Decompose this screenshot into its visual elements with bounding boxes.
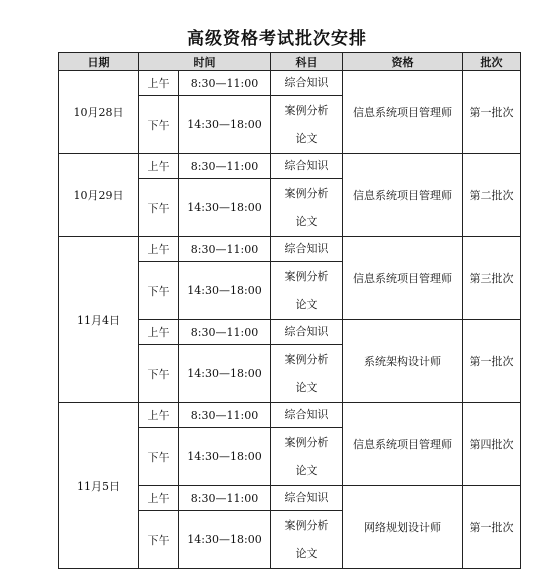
session-label: 上午	[139, 237, 179, 262]
header-date: 日期	[59, 53, 139, 71]
subject-cell	[271, 179, 343, 237]
batch-cell: 第三批次	[463, 237, 521, 320]
session-label: 下午	[139, 262, 179, 320]
exam-schedule-table	[58, 52, 521, 569]
subject-cell: 综合知识	[271, 71, 343, 96]
subject-cell	[271, 428, 343, 486]
subject-line: 案例分析	[284, 186, 329, 200]
subject-line: 论文	[295, 131, 318, 145]
session-label: 下午	[139, 345, 179, 403]
qualification-cell: 信息系统项目管理师	[343, 71, 463, 154]
subject-line: 案例分析	[284, 103, 329, 117]
subject-line: 案例分析	[284, 352, 329, 366]
subject-line: 案例分析	[284, 269, 329, 283]
subject-line: 论文	[295, 463, 318, 477]
subject-cell: 综合知识	[271, 237, 343, 262]
time-cell: 8:30—11:00	[179, 237, 271, 262]
session-label: 下午	[139, 96, 179, 154]
time-cell: 8:30—11:00	[179, 320, 271, 345]
subject-cell: 综合知识	[271, 320, 343, 345]
date-cell: 10月28日	[59, 71, 139, 154]
page-title: 高级资格考试批次安排	[187, 29, 367, 49]
date-cell: 10月29日	[59, 154, 139, 237]
header-row	[59, 53, 521, 71]
session-label: 上午	[139, 486, 179, 511]
qualification-cell: 网络规划设计师	[343, 486, 463, 569]
qualification-cell: 系统架构设计师	[343, 320, 463, 403]
qualification-cell: 信息系统项目管理师	[343, 237, 463, 320]
time-cell: 8:30—11:00	[179, 486, 271, 511]
time-cell: 8:30—11:00	[179, 154, 271, 179]
time-cell: 14:30—18:00	[179, 262, 271, 320]
time-cell: 14:30—18:00	[179, 428, 271, 486]
table-row	[59, 71, 521, 96]
subject-line: 案例分析	[284, 435, 329, 449]
batch-cell: 第二批次	[463, 154, 521, 237]
date-cell: 11月5日	[59, 403, 139, 569]
subject-cell	[271, 511, 343, 569]
subject-cell	[271, 345, 343, 403]
session-label: 上午	[139, 403, 179, 428]
time-cell: 8:30—11:00	[179, 71, 271, 96]
subject-cell: 综合知识	[271, 403, 343, 428]
date-cell: 11月4日	[59, 237, 139, 403]
qualification-cell: 信息系统项目管理师	[343, 403, 463, 486]
session-label: 下午	[139, 511, 179, 569]
time-cell: 14:30—18:00	[179, 96, 271, 154]
session-label: 下午	[139, 428, 179, 486]
subject-line: 论文	[295, 297, 318, 311]
subject-line: 论文	[295, 546, 318, 560]
subject-cell: 综合知识	[271, 486, 343, 511]
time-cell: 8:30—11:00	[179, 403, 271, 428]
header-batch: 批次	[463, 53, 521, 71]
time-cell: 14:30—18:00	[179, 345, 271, 403]
qualification-cell: 信息系统项目管理师	[343, 154, 463, 237]
session-label: 上午	[139, 320, 179, 345]
session-label: 上午	[139, 71, 179, 96]
session-label: 下午	[139, 179, 179, 237]
batch-cell: 第四批次	[463, 403, 521, 486]
subject-line: 论文	[295, 214, 318, 228]
time-cell: 14:30—18:00	[179, 179, 271, 237]
subject-cell	[271, 96, 343, 154]
subject-line: 论文	[295, 380, 318, 394]
batch-cell: 第一批次	[463, 486, 521, 569]
subject-line: 案例分析	[284, 518, 329, 532]
subject-cell: 综合知识	[271, 154, 343, 179]
header-time: 时间	[139, 53, 271, 71]
session-label: 上午	[139, 154, 179, 179]
time-cell: 14:30—18:00	[179, 511, 271, 569]
table-row	[59, 154, 521, 179]
subject-cell	[271, 262, 343, 320]
header-qualification: 资格	[343, 53, 463, 71]
table-row	[59, 403, 521, 428]
batch-cell: 第一批次	[463, 320, 521, 403]
header-subject: 科目	[271, 53, 343, 71]
table-row	[59, 237, 521, 262]
batch-cell: 第一批次	[463, 71, 521, 154]
